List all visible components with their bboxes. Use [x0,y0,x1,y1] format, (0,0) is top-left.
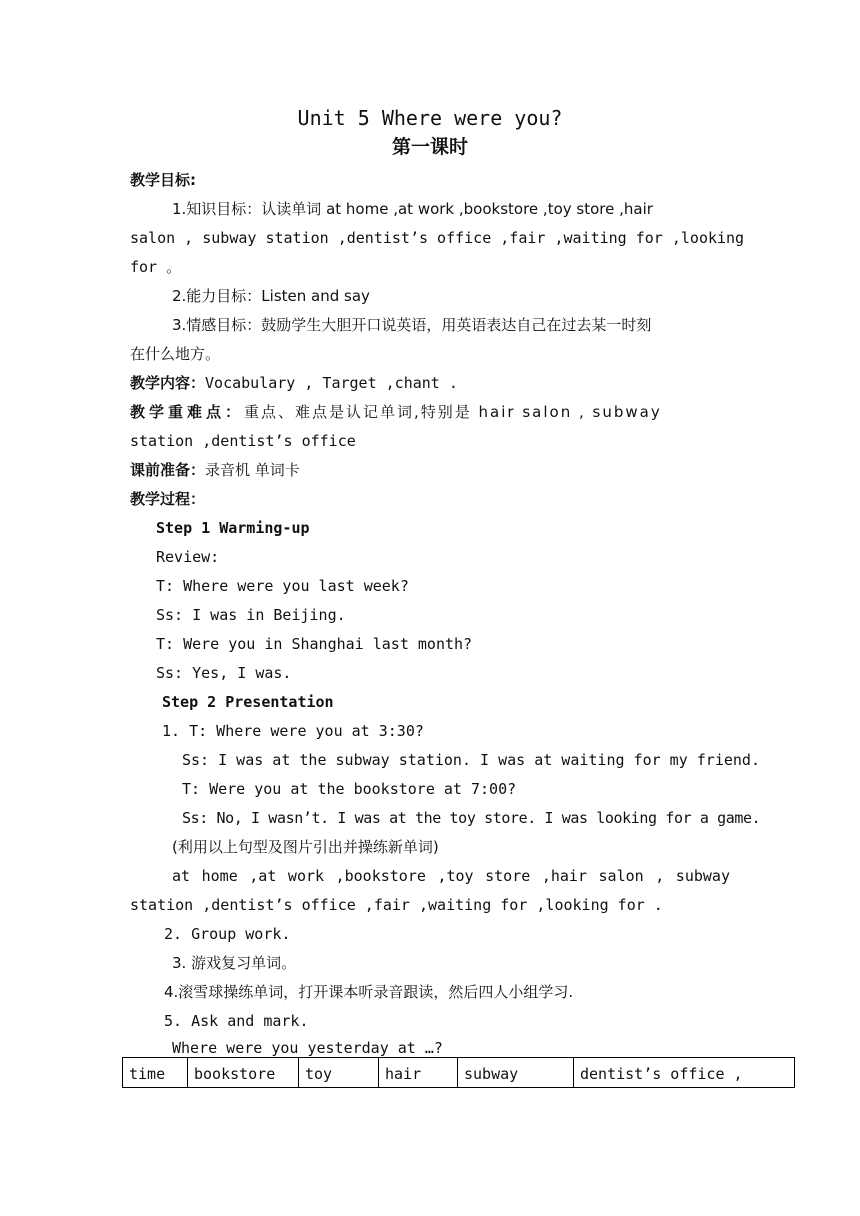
preparation [130,460,730,482]
knowledge-objective-line-1: 1.知识目标：认读单词 at home ,at work ,bookstore ,toy store ,hair [172,200,653,218]
step2-line: 4.滚雪球操练单词，打开课本听录音跟读，然后四人小组学习. [164,983,574,1001]
step2-line: 2. Group work. [164,925,291,943]
step1-line: Review: [156,548,220,566]
survey-table [122,1057,794,1088]
table-cell: dentist’s office , [574,1058,795,1088]
table-row [123,1058,795,1088]
step2-vocabulary-line-1: at home ,at work ,bookstore ,toy store ,hair salon , subway [172,867,730,885]
emotion-objective-line-2: 在什么地方。 [130,345,221,363]
step1-line: Ss: I was in Beijing. [156,606,346,624]
key-points-text-2: station ,dentist’s office [130,432,356,450]
step2-line: 3. 游戏复习单词。 [172,954,297,972]
step2-line: 5. Ask and mark. [164,1012,309,1030]
step2-line: T: Were you at the bookstore at 7:00? [182,780,517,798]
teaching-content-text: Vocabulary , Target ,chant . [205,374,458,392]
teaching-content [130,373,730,395]
objectives-heading: 教学目标: [130,171,196,189]
key-points-line-1 [130,402,730,424]
step2-note: (利用以上句型及图片引出并操练新单词) [172,838,439,856]
step1-title: Step 1 Warming-up [156,519,310,537]
step1-line: Ss: Yes, I was. [156,664,292,682]
step2-line: Where were you yesterday at …? [172,1039,443,1057]
table-cell: time [123,1058,188,1088]
teaching-content-label: 教学内容： [130,374,206,392]
step2-vocabulary-line-2: station ,dentist’s office ,fair ,waiting for ,looking for . [130,896,663,914]
step1-line: T: Where were you last week? [156,577,409,595]
emotion-objective-line-1: 3.情感目标：鼓励学生大胆开口说英语，用英语表达自己在过去某一时刻 [172,316,652,334]
key-points-label: 教学重难点： [130,403,245,421]
key-points-text-1: 重点、难点是认记单词,特别是 hair salon , subway [244,403,662,421]
document-title: Unit 5 Where were you? [297,106,563,130]
step2-line: 1. T: Where were you at 3:30? [162,722,424,740]
lesson-subtitle: 第一课时 [391,136,468,158]
step2-line: Ss: No, I wasn’t. I was at the toy store. I was looking for a game. [182,809,761,827]
ability-objective: 2.能力目标：Listen and say [172,287,370,305]
process-heading: 教学过程： [130,490,206,508]
step1-line: T: Were you in Shanghai last month? [156,635,473,653]
table-cell: hair [379,1058,458,1088]
preparation-label: 课前准备： [130,461,206,479]
preparation-text: 录音机 单词卡 [205,461,300,479]
knowledge-objective-line-2: salon , subway station ,dentist’s office ,fair ,waiting for ,looking [130,229,745,247]
table-cell: bookstore [188,1058,299,1088]
table-cell: toy [299,1058,379,1088]
table-cell: subway [458,1058,574,1088]
step2-title: Step 2 Presentation [162,693,334,711]
knowledge-objective-line-3: for 。 [130,258,182,276]
step2-line: Ss: I was at the subway station. I was at waiting for my friend. [182,751,760,769]
